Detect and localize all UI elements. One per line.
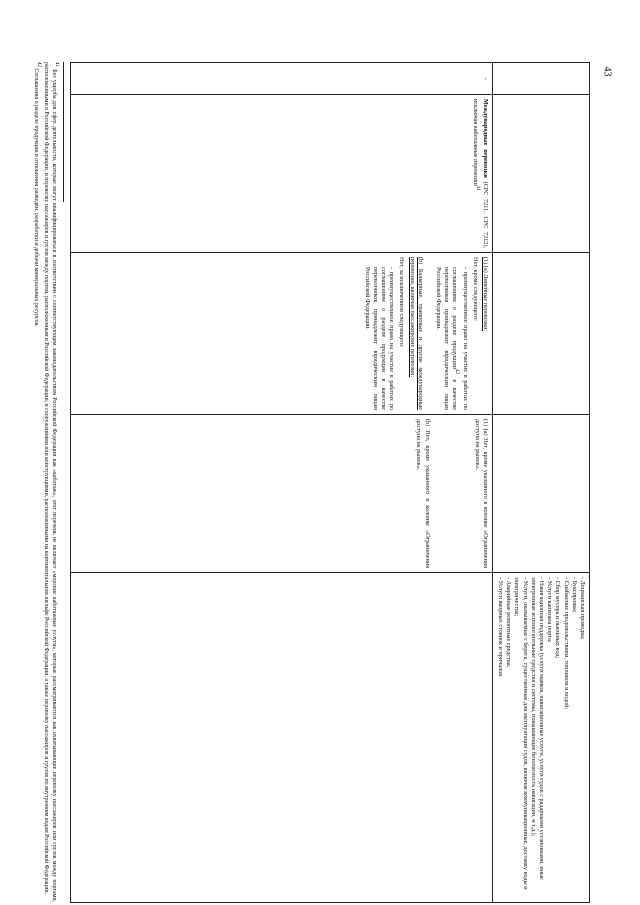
footnote-divider (63, 62, 64, 202)
text-line: - преимущественное право на участие в работах по соглашениям о разделе продукции в качестве перевозчиков принадлежит юридическим лицам Российской Федерации. (363, 267, 396, 410)
bulk-transport-heading: (b) Балкерные, трамповые и другие международные перевозки, включая пассажирские перевозки: (408, 257, 424, 410)
liner-transport-heading: (1) (a) Линейные перевозки: (481, 257, 489, 332)
footnote-ref: 42 (454, 368, 461, 375)
list-item: - Навигационная поддержка (услуги маяков, навигационные услуги, услуги судов с радарными установками, иные электронные вспомогательные средства и системы, повышающие безопасность навигации, и т.д.); (529, 577, 546, 880)
sector-title: Международные перевозки (481, 99, 489, 178)
table-cell (492, 415, 589, 573)
rotated-page-content (33, 62, 590, 902)
list-item: - Сбор мусора и льяльных вод; (554, 577, 562, 659)
list-item: - Аварийные ремонтные средства; (505, 577, 513, 668)
list-item: - Услуги якорных стоянок и причалов. (497, 577, 505, 678)
list-item: - Буксировка; (570, 577, 578, 613)
services-schedule-table (70, 62, 590, 903)
sector-description: (CPC 7211, CPC 7212), исключая каботажные перевозки (471, 99, 489, 248)
text-line: в качестве перевозчиков принадлежит юридическим лицам Российской Федерации. (434, 267, 459, 411)
table-cell (492, 63, 589, 95)
list-item: - Снабжение продовольствием, топливом и водой; (562, 577, 570, 710)
text-line: (1) (a) Нет, кроме указанного в колонке «Ограничения доступа на рынок». (473, 419, 489, 568)
sector-cell (71, 95, 493, 253)
list-item: - Услуги капитана порта; (546, 577, 554, 643)
table-row (492, 63, 589, 903)
list-item: - Лоцманская проводка; (579, 577, 586, 640)
text-line: - преимущественное право на участие в работах по соглашениям о разделе продукции (451, 267, 469, 410)
table-cell (492, 253, 589, 415)
text-line: Нет, за исключением следующего: (398, 257, 406, 348)
page-number: 43 (601, 66, 613, 77)
market-access-cell (71, 253, 493, 415)
national-treatment-cell (71, 415, 493, 573)
footnote-42: $^{42}$ Соглашения о разделе продукции в отношении разведки, разработки и добычи минеральных ресурсов. (33, 62, 42, 327)
table-cell: - (71, 63, 493, 95)
text-line: Нет, кроме следующего: (471, 257, 479, 321)
table-cell (492, 95, 589, 253)
table-cell (71, 573, 493, 903)
footnote-41: $^{41}$ Без ущерба для сфер деятельности, которые могут квалифицироваться в соответствии с соответствующим законодательством Российской Федерации как «каботаж», этот перечень не включает «морские каботажные услуги», которые рассматриваются как охватывающие перевозку пассажиров или грузов между портами, расположенными в Российской Федерации, и перевозку пассажиров и грузов между портом, расположенным в Российской Федерации, и сооружениями или конструкциями, расположенными на континентальном шельфе Российской Федерации, а также перевозку пассажиров и грузов по внутренним водам Российской Федерации. (42, 62, 59, 902)
list-item: - Услуги, оказываемые с берега, существенные для эксплуатации судов, включая коммуникационные, доставку воды и электричества; (513, 577, 529, 890)
table-row (71, 63, 493, 903)
footnotes (32, 62, 64, 902)
footnote-ref: 41 (474, 185, 481, 191)
port-services-list-cell (492, 573, 589, 903)
text-line: (b) Нет, кроме указанного в колонке «Ограничения доступа на рынок». (415, 419, 431, 568)
